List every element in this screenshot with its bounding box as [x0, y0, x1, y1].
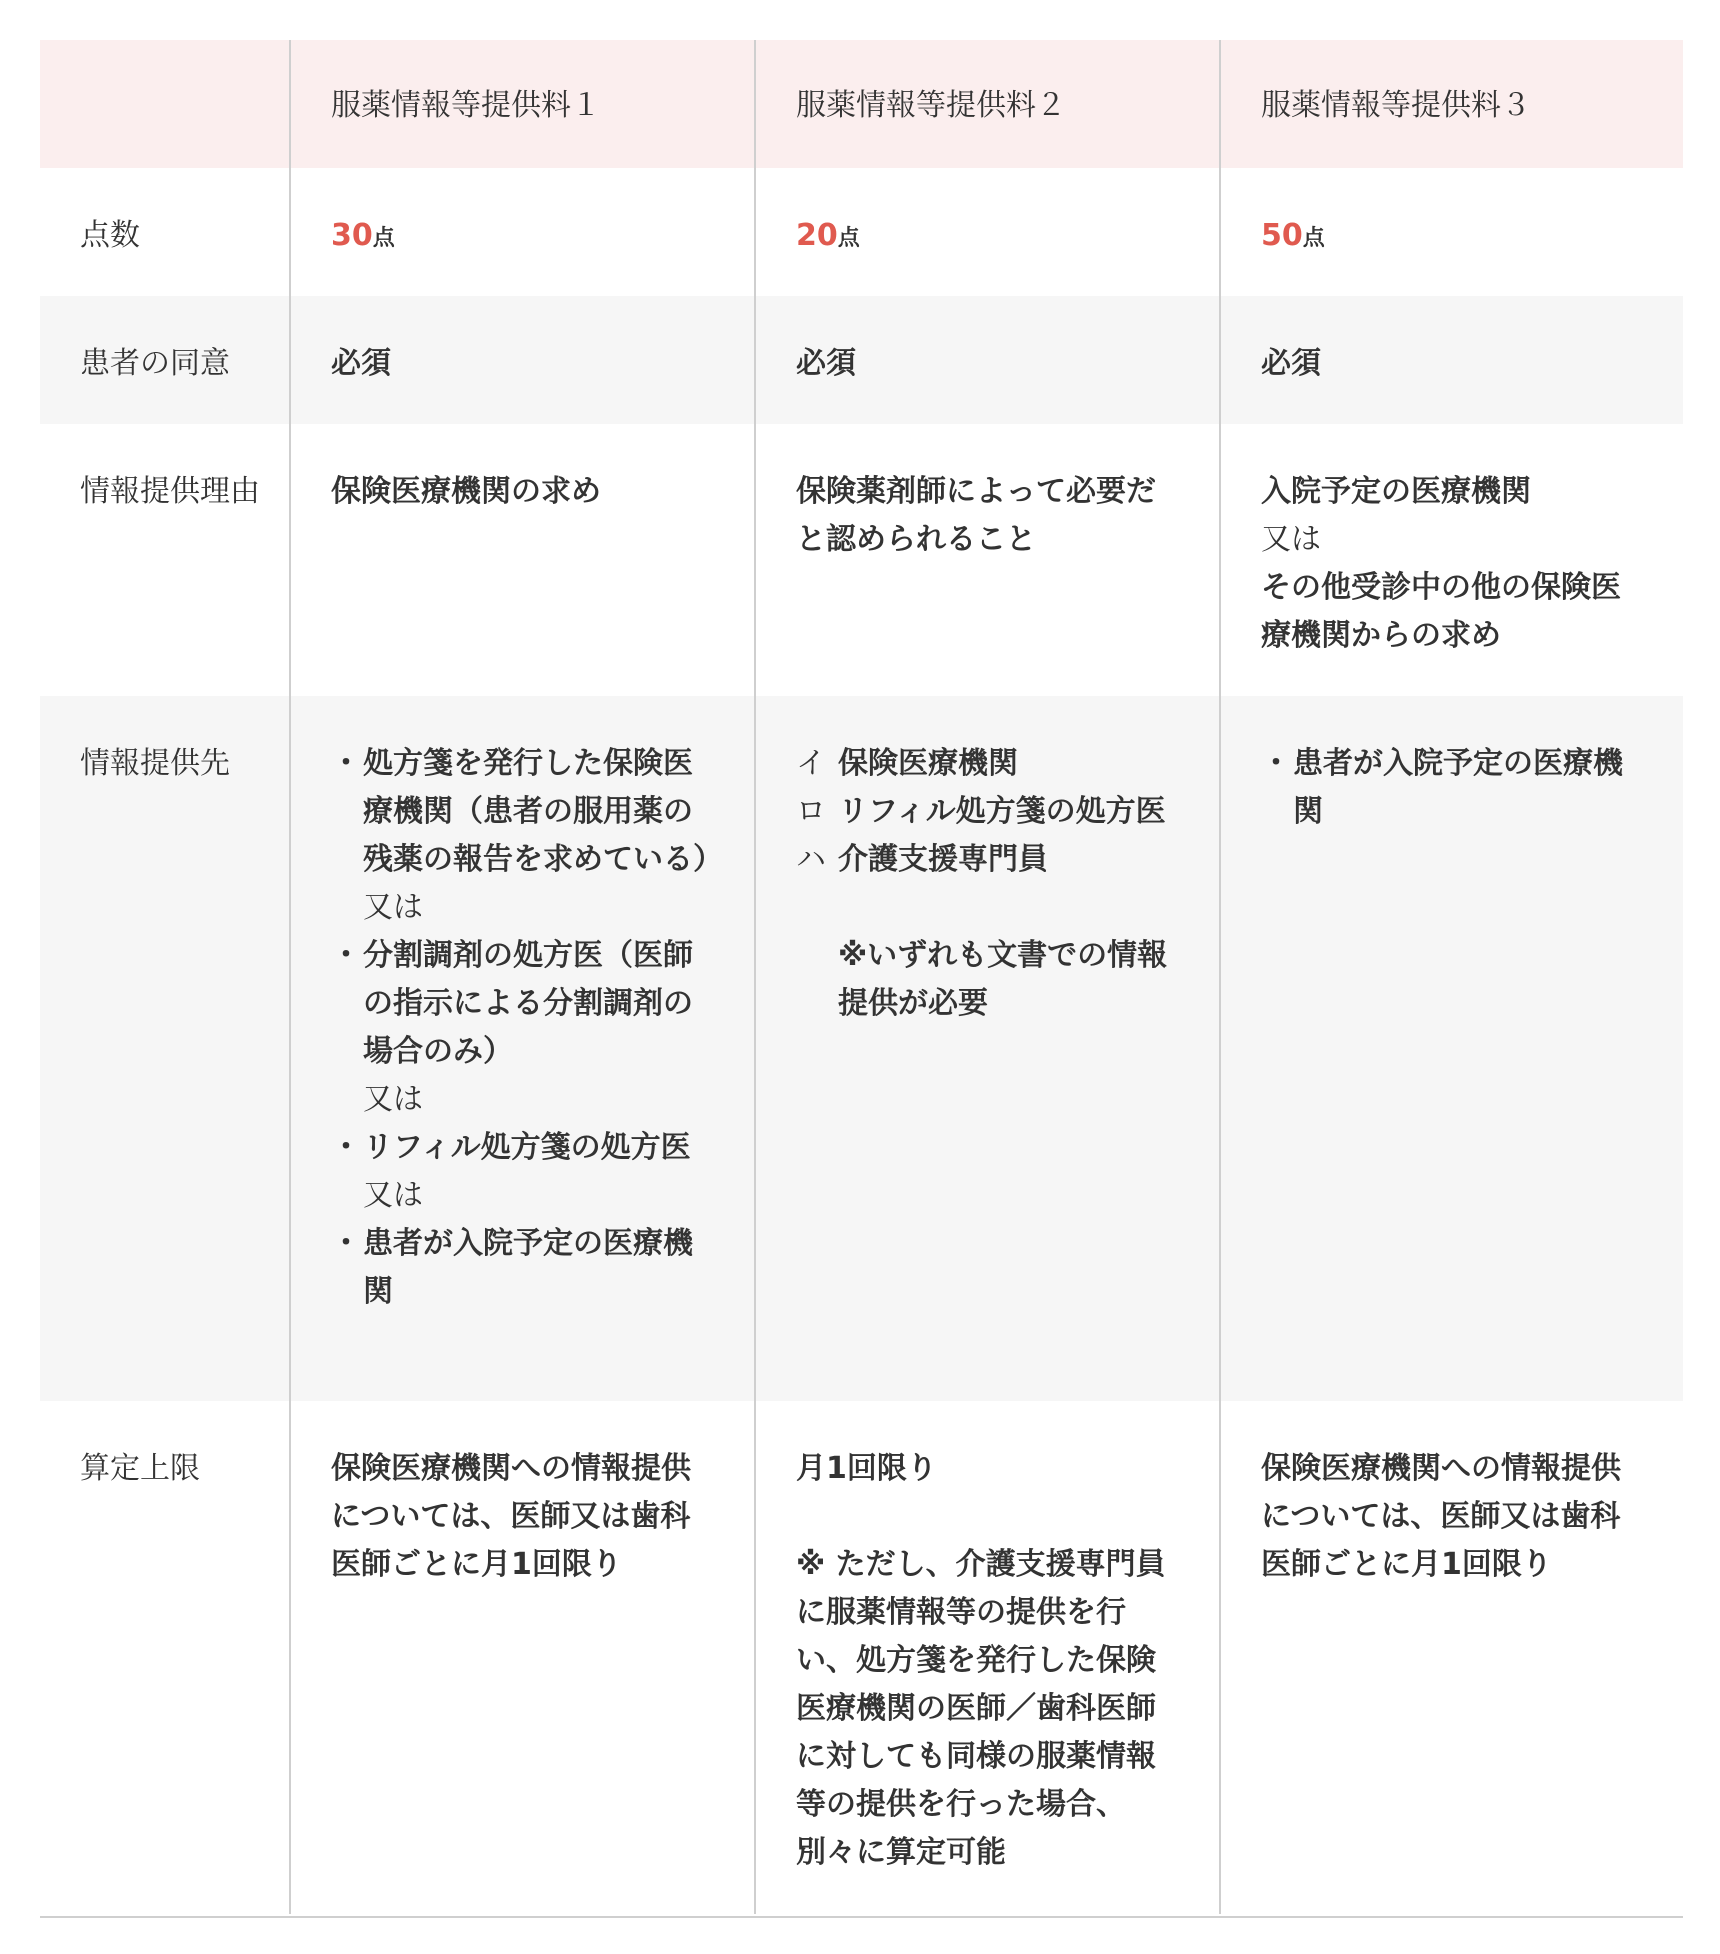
list-item-text: 保険医療機関	[838, 746, 1018, 781]
points-unit: 点	[1302, 226, 1325, 251]
list-item-text: リフィル処方箋の処方医	[363, 1130, 691, 1165]
points-label: 点数	[80, 218, 140, 253]
reason-row	[40, 424, 1683, 696]
spacer	[796, 1493, 1179, 1541]
list-item	[331, 1124, 714, 1172]
points-col3	[1219, 168, 1683, 296]
points-col1	[289, 168, 754, 296]
or-text: 又は	[363, 1082, 423, 1117]
list-item	[796, 836, 1179, 884]
consent-label: 患者の同意	[80, 346, 230, 381]
limit-col2-note-end: 別々に算定可能	[796, 1835, 1006, 1870]
destination-row	[40, 696, 1683, 1401]
points-unit: 点	[372, 226, 395, 251]
limit-col3: 保険医療機関への情報提供については、医師又は歯科医師ごとに月1回限り	[1219, 1401, 1683, 1914]
points-value-col2: 20	[796, 218, 838, 253]
points-unit: 点	[837, 226, 860, 251]
or-text: 又は	[363, 1178, 423, 1213]
destination-col3	[1219, 696, 1683, 1401]
list-item-text: 介護支援専門員	[838, 842, 1048, 877]
header-col2: 服薬情報等提供料２	[754, 40, 1219, 168]
limit-label: 算定上限	[80, 1451, 200, 1486]
destination-label: 情報提供先	[80, 746, 230, 781]
header-empty-cell	[40, 40, 289, 168]
reason-col3	[1219, 424, 1683, 696]
list-item	[331, 932, 714, 1076]
consent-col3: 必須	[1219, 296, 1683, 424]
list-item	[796, 788, 1179, 836]
limit-col2-line1: 月1回限り	[796, 1451, 937, 1486]
header-col3: 服薬情報等提供料３	[1219, 40, 1683, 168]
list-item	[331, 1220, 714, 1316]
bullet: ・	[331, 938, 361, 973]
points-row	[40, 168, 1683, 296]
consent-col2: 必須	[754, 296, 1219, 424]
or-text: 又は	[363, 890, 423, 925]
list-item-text: 患者が入院予定の医療機関	[363, 1226, 693, 1309]
reason-label: 情報提供理由	[80, 474, 260, 509]
spacer	[796, 884, 1179, 932]
destination-col2	[754, 696, 1219, 1401]
limit-col2-note: ※ ただし、介護支援専門員に服薬情報等の提供を行い、処方箋を発行した保険医療機関の医師／歯科医師に対しても同様の服薬情報等の提供を行った場合、	[796, 1547, 1166, 1822]
table-header-row	[40, 40, 1683, 168]
limit-col1: 保険医療機関への情報提供については、医師又は歯科医師ごとに月1回限り	[289, 1401, 754, 1914]
reason-col3-line2: その他受診中の他の保険医療機関からの求め	[1261, 570, 1621, 653]
points-value-col3: 50	[1261, 218, 1303, 253]
bullet: ・	[331, 746, 361, 781]
list-item-text: リフィル処方箋の処方医	[838, 794, 1166, 829]
points-col2	[754, 168, 1219, 296]
reason-col2: 保険薬剤師によって必要だと認められること	[754, 424, 1219, 696]
list-marker: ロ	[796, 794, 826, 829]
consent-col1: 必須	[289, 296, 754, 424]
comparison-table	[40, 40, 1683, 1914]
list-item	[1261, 740, 1643, 836]
list-marker: ハ	[796, 842, 826, 877]
bullet: ・	[1261, 746, 1291, 781]
list-marker: イ	[796, 746, 826, 781]
limit-col2	[754, 1401, 1219, 1914]
bullet: ・	[331, 1130, 361, 1165]
table-bottom-border	[40, 1916, 1683, 1918]
list-item-text: 患者が入院予定の医療機関	[1293, 746, 1623, 829]
points-value-col1: 30	[331, 218, 373, 253]
list-item-text: 分割調剤の処方医（医師の指示による分割調剤の場合のみ）	[363, 938, 693, 1069]
list-item-text: 処方箋を発行した保険医療機関（患者の服用薬の残薬の報告を求めている）	[363, 746, 723, 877]
reason-col3-or: 又は	[1261, 522, 1321, 557]
bullet: ・	[331, 1226, 361, 1261]
reason-col1: 保険医療機関の求め	[289, 424, 754, 696]
destination-col2-note: ※いずれも文書での情報提供が必要	[838, 938, 1168, 1021]
destination-col1	[289, 696, 754, 1401]
list-item	[796, 740, 1179, 788]
list-item	[331, 740, 723, 884]
reason-col3-line1: 入院予定の医療機関	[1261, 474, 1531, 509]
header-col1: 服薬情報等提供料１	[289, 40, 754, 168]
limit-row	[40, 1401, 1683, 1914]
consent-row	[40, 296, 1683, 424]
